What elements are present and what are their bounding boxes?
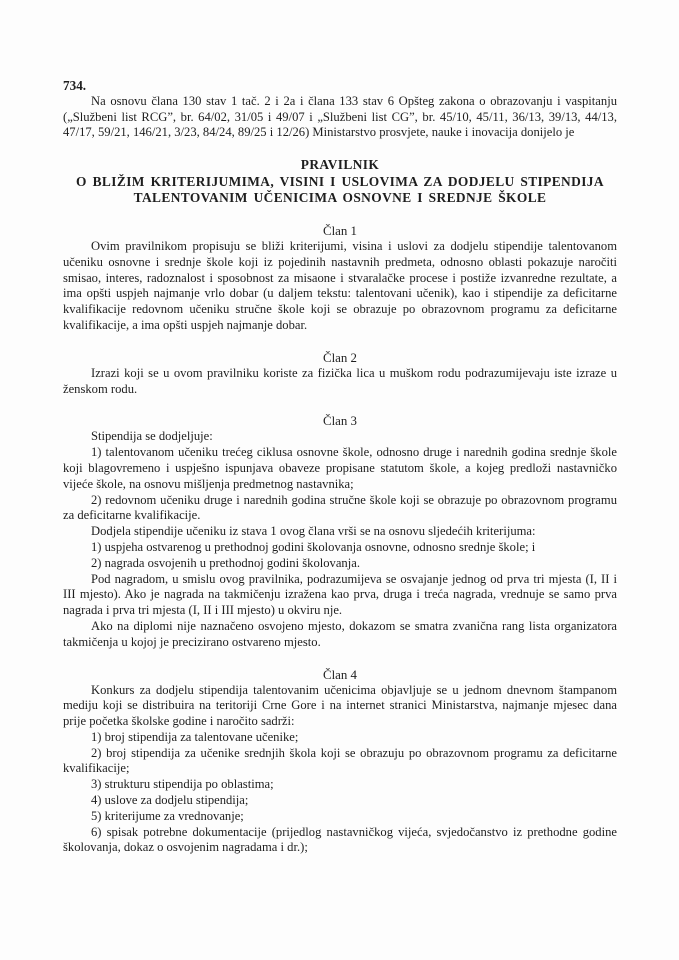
article-paragraph: Stipendija se dodjeljuje:	[91, 429, 213, 444]
article-paragraph: 4) uslove za dodjelu stipendija;	[91, 793, 249, 808]
preamble-paragraph: Na osnovu člana 130 stav 1 tač. 2 i 2a i člana 133 stav 6 Opšteg zakona o obrazovanju i vaspitanju („Službeni list RCG”, br. 64/02, 31/05 i 49/07 i „Službeni list CG”, br. 45/10, 45/11, 36/13, 39/13, 44/13, 47/17, 59/21, 146/21, 3/23, 84/24, 89/25 i 12/26) Ministarstvo prosvjete, nauke i inovacija donijelo je	[63, 93, 617, 140]
article-paragraph: Ako na diplomi nije naznačeno osvojeno mjesto, dokazom se smatra zvanična rang lista organizatora takmičenja u kojoj je precizirano ostvareno mjesto.	[63, 618, 617, 649]
doc-title-line-3: TALENTOVANIM UČENICIMA OSNOVNE I SREDNJE ŠKOLE	[133, 190, 547, 206]
articles-container	[63, 223, 617, 856]
article-paragraph: 5) kriterijume za vrednovanje;	[91, 808, 244, 823]
article-heading: Član 2	[322, 350, 357, 365]
article-paragraph: 1) broj stipendija za talentovane učenike;	[91, 729, 299, 744]
article-heading: Član 4	[322, 667, 357, 682]
article-heading: Član 1	[322, 223, 357, 238]
article-heading: Član 3	[322, 414, 357, 429]
doc-title-line-2: O BLIŽIM KRITERIJUMIMA, VISINI I USLOVIMA ZA DODJELU STIPENDIJA	[76, 173, 604, 189]
doc-title	[63, 157, 617, 207]
article-paragraph: Ovim pravilnikom propisuju se bliži kriterijumi, visina i uslovi za dodjelu stipendije talentovanom učeniku osnovne i srednje škole koji iz pojedinih nastavnih predmeta, odnosno oblasti pokazuje naročiti smisao, interes, radoznalost i sposobnost za misaone i stvaralačke procese i postiže izvanredne rezultate, a ima opšti uspjeh najmanje vrlo dobar (u daljem tekstu: talentovani učenik), kao i stipendije za deficitarne kvalifikacije redovnom učeniku stručne škole koji se obrazuje po obrazovnom programu za deficitarne kvalifikacije, a ima opšti uspjeh najmanje dobar.	[63, 238, 617, 332]
doc-number: 734.	[63, 78, 87, 93]
article-paragraph: 2) broj stipendija za učenike srednjih škola koji se obrazuju po obrazovnom programu za deficitarne kvalifikacije;	[63, 745, 617, 776]
article-paragraph: Pod nagradom, u smislu ovog pravilnika, podrazumijeva se osvajanje jednog od prva tri mjesta (I, II i III mjesto). Ako je nagrada na takmičenju izražena kao prva, druga i treća nagrada, vrednuje se samo prva nagrada i prva tri mjesta (I, II i III mjesto) u okviru nje.	[63, 571, 617, 618]
article-paragraph: Izrazi koji se u ovom pravilniku koriste za fizička lica u muškom rodu podrazumijevaju iste izraze u ženskom rodu.	[63, 365, 617, 396]
article-paragraph: 2) nagrada osvojenih u prethodnoj godini školovanja.	[91, 555, 360, 570]
article-paragraph: Dodjela stipendije učeniku iz stava 1 ovog člana vrši se na osnovu sljedećih kriterijuma:	[91, 524, 536, 539]
article-paragraph: Konkurs za dodjelu stipendija talentovanim učenicima objavljuje se u jednom dnevnom štampanom mediju koji se distribuira na teritoriji Crne Gore i na internet stranici Ministarstva, najmanje mjesec dana prije početka školske godine i naročito sadrži:	[63, 682, 617, 729]
doc-title-line-1: PRAVILNIK	[300, 157, 380, 173]
article-paragraph: 6) spisak potrebne dokumentacije (prijedlog nastavničkog vijeća, svjedočanstvo iz prethodne godine školovanja, dokaz o osvojenim nagradama i dr.);	[63, 824, 617, 855]
article-paragraph: 2) redovnom učeniku druge i narednih godina stručne škole koji se obrazuje po obrazovnom programu za deficitarne kvalifikacije.	[63, 492, 617, 523]
article-paragraph: 1) uspjeha ostvarenog u prethodnoj godini školovanja osnovne, odnosno srednje škole; i	[91, 539, 536, 554]
article-paragraph: 1) talentovanom učeniku trećeg ciklusa osnovne škole, odnosno druge i narednih godina srednje škole koji blagovremeno i uspješno ispunjava obaveze propisane statutom škole, a kojeg predloži nastavničko vijeće škole, na osnovu mišljenja predmetnog nastavnika;	[63, 445, 617, 491]
article-paragraph: 3) strukturu stipendija po oblastima;	[91, 777, 274, 792]
